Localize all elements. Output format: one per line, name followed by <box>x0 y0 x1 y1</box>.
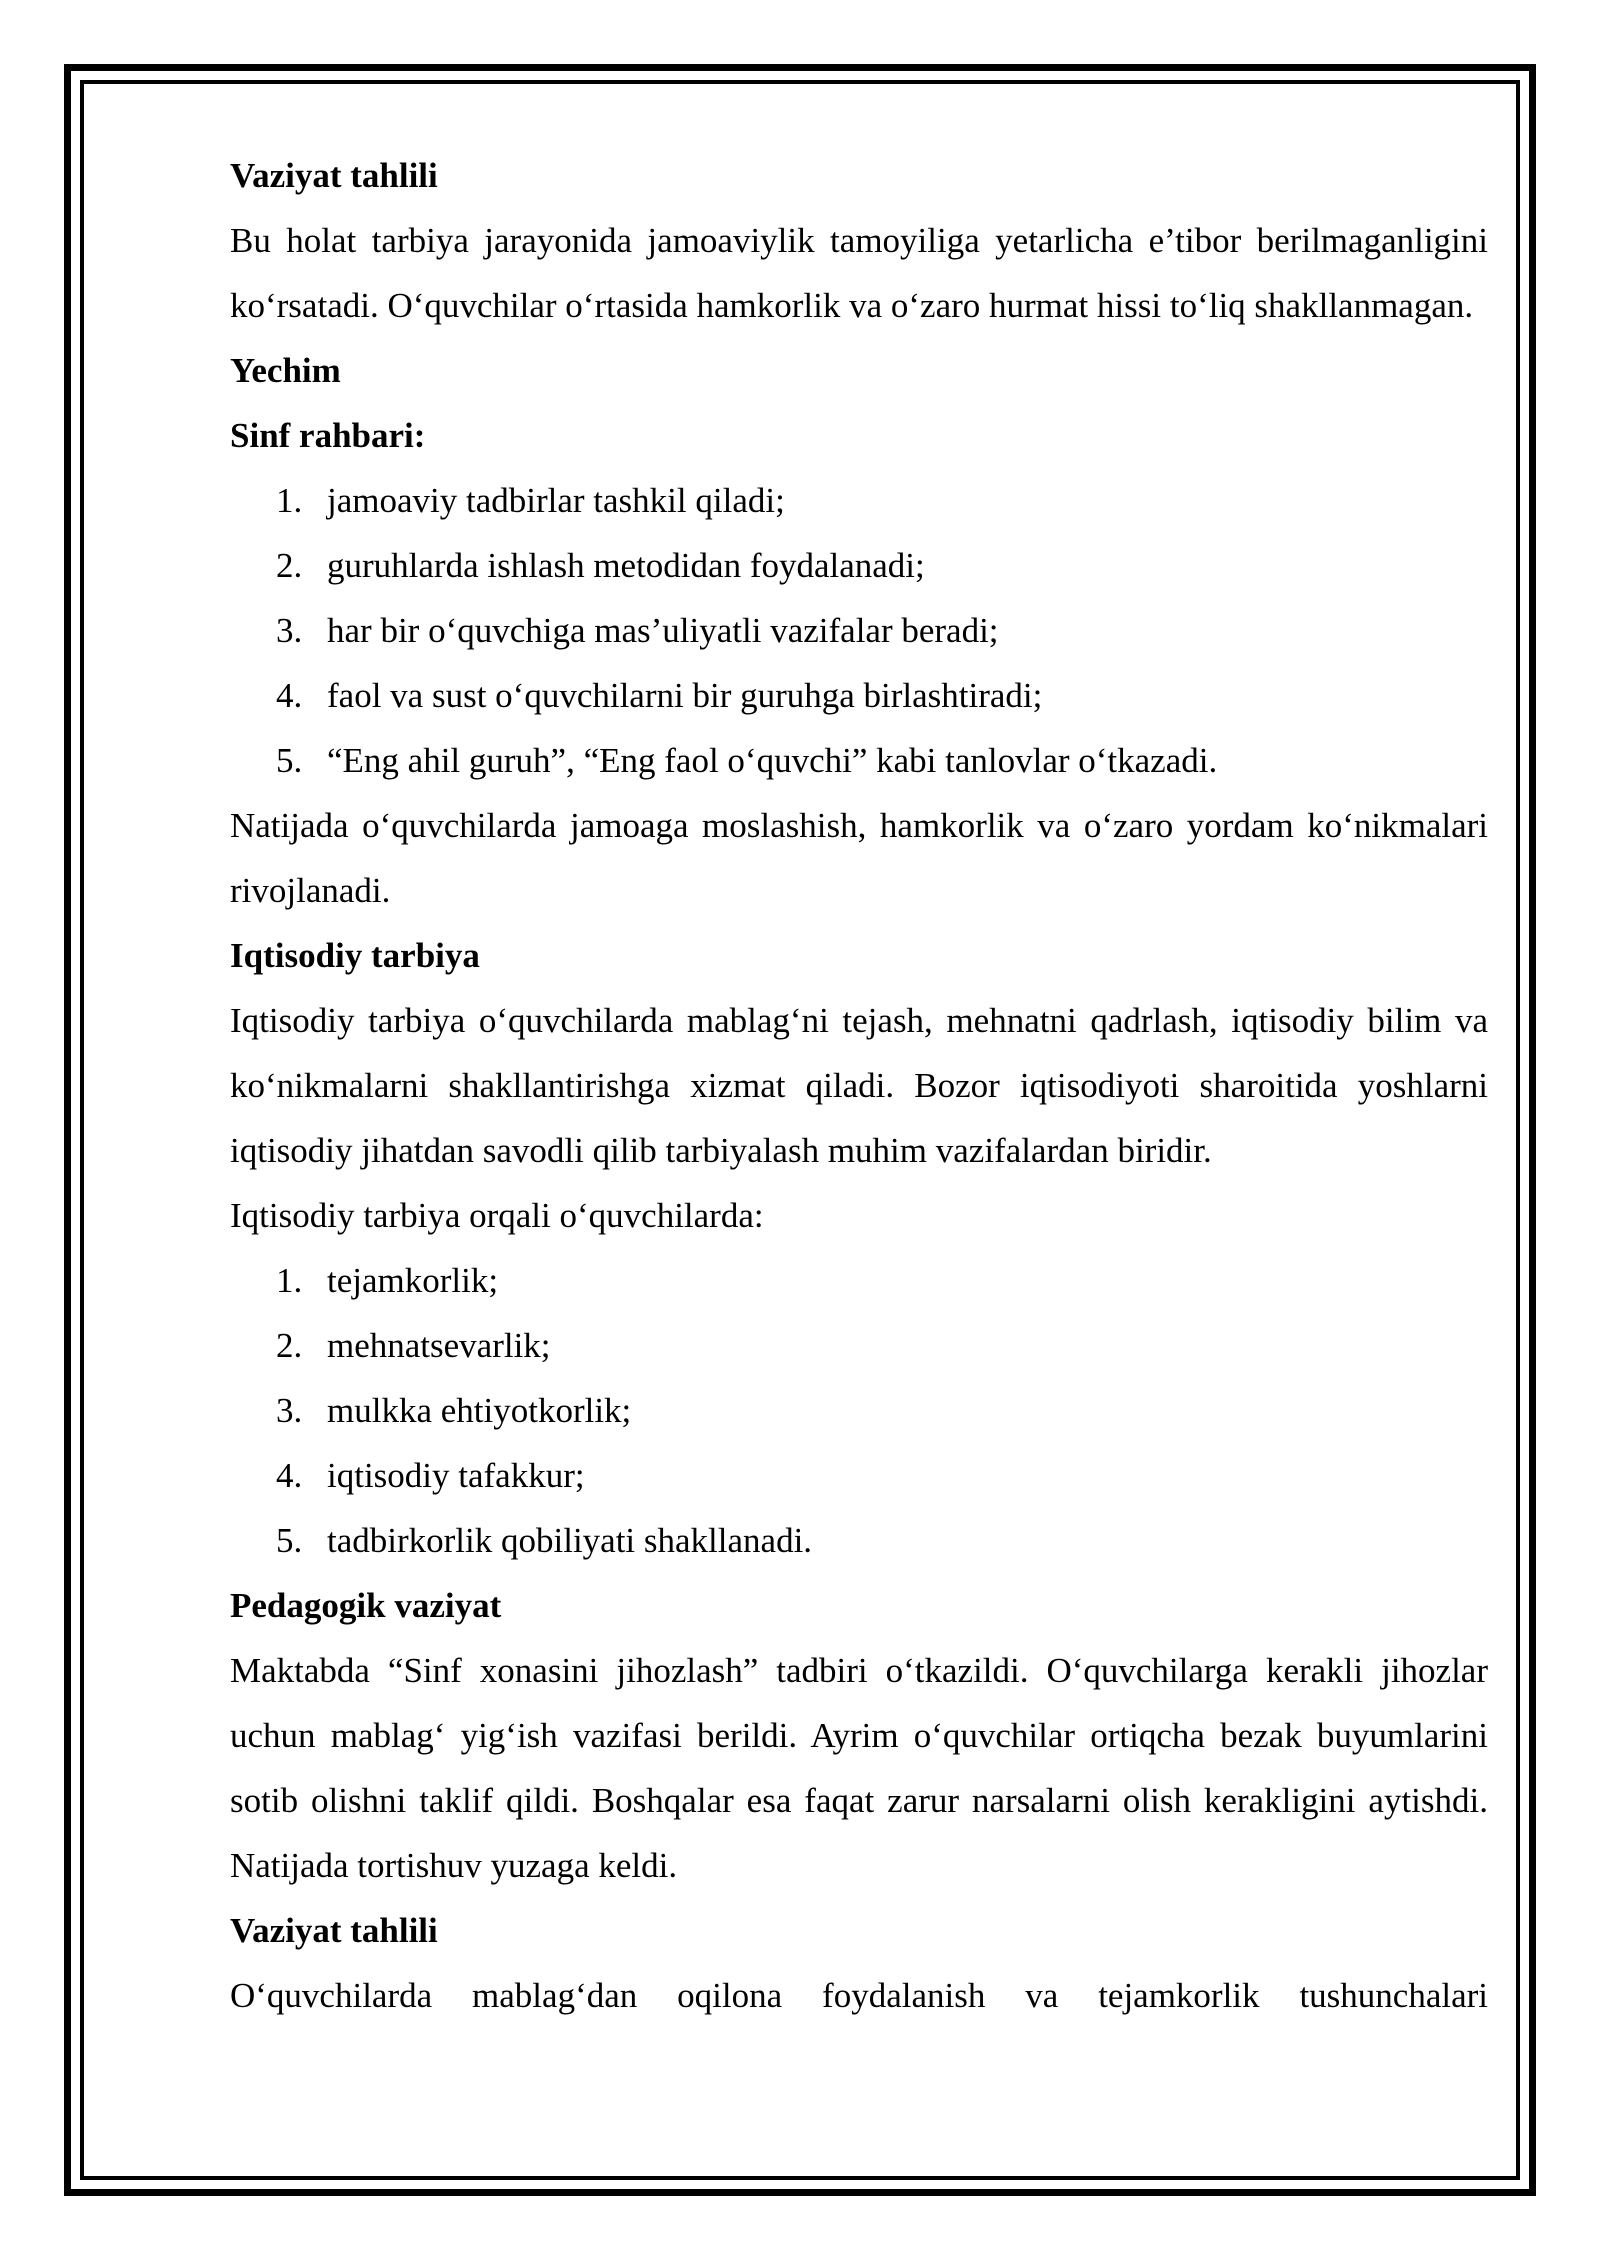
list-item: 2. guruhlarda ishlash metodidan foydalanadi; <box>276 546 925 585</box>
paragraph-analysis: Bu holat tarbiya jarayonida jamoaviylik tamoyiliga yetarlicha e’tibor berilmaganligini ko‘rsatadi. O‘quvchilar o‘rtasida hamkorlik va o‘zaro hurmat hissi to‘liq shakllanmagan. <box>230 221 1488 325</box>
list-item: 2. mehnatsevarlik; <box>276 1326 551 1365</box>
list-item: 3. mulkka ehtiyotkorlik; <box>276 1391 632 1430</box>
paragraph-pedagogical-situation: Maktabda “Sinf xonasini jihozlash” tadbiri o‘tkazildi. O‘quvchilarga kerakli jihozlar uchun mablag‘ yig‘ish vazifasi berildi. Ayrim o‘quvchilar ortiqcha bezak buyumlarini sotib olishni taklif qildi. Boshqalar esa faqat zarur narsalarni olish kerakligini aytishdi. Natijada tortishuv yuzaga keldi. <box>230 1651 1488 1885</box>
section-heading-iqtisodiy-tarbiya: Iqtisodiy tarbiya <box>230 936 480 975</box>
subheading-sinf-rahbari: Sinf rahbari: <box>230 416 426 455</box>
list-item: 1. jamoaviy tadbirlar tashkil qiladi; <box>276 481 785 520</box>
solution-list <box>230 468 1488 793</box>
paragraph-analysis-2: O‘quvchilarda mablag‘dan oqilona foydalanish va tejamkorlik tushunchalari <box>230 1976 1488 2015</box>
section-heading-yechim: Yechim <box>230 351 341 390</box>
list-item: 4. iqtisodiy tafakkur; <box>276 1456 585 1495</box>
paragraph-list-intro: Iqtisodiy tarbiya orqali o‘quvchilarda: <box>230 1196 764 1235</box>
section-heading-vaziyat-tahlili-2: Vaziyat tahlili <box>230 1911 438 1950</box>
list-item: 5. tadbirkorlik qobiliyati shakllanadi. <box>276 1521 813 1560</box>
list-item: 3. har bir o‘quvchiga mas’uliyatli vazifalar beradi; <box>276 611 999 650</box>
document-body <box>230 143 1488 2028</box>
list-item: 1. tejamkorlik; <box>276 1261 499 1300</box>
section-heading-vaziyat-tahlili: Vaziyat tahlili <box>230 156 438 195</box>
paragraph-result: Natijada o‘quvchilarda jamoaga moslashish, hamkorlik va o‘zaro yordam ko‘nikmalari rivojlanadi. <box>230 806 1488 910</box>
paragraph-economic-education: Iqtisodiy tarbiya o‘quvchilarda mablag‘ni tejash, mehnatni qadrlash, iqtisodiy bilim va ko‘nikmalarni shakllantirishga xizmat qiladi. Bozor iqtisodiyoti sharoitida yoshlarni iqtisodiy jihatdan savodli qilib tarbiyalash muhim vazifalardan biridir. <box>230 1001 1488 1170</box>
economic-qualities-list <box>230 1248 1488 1573</box>
section-heading-pedagogik-vaziyat: Pedagogik vaziyat <box>230 1586 502 1625</box>
list-item: 5. “Eng ahil guruh”, “Eng faol o‘quvchi” kabi tanlovlar o‘tkazadi. <box>276 741 1218 780</box>
list-item: 4. faol va sust o‘quvchilarni bir guruhga birlashtiradi; <box>276 676 1043 715</box>
